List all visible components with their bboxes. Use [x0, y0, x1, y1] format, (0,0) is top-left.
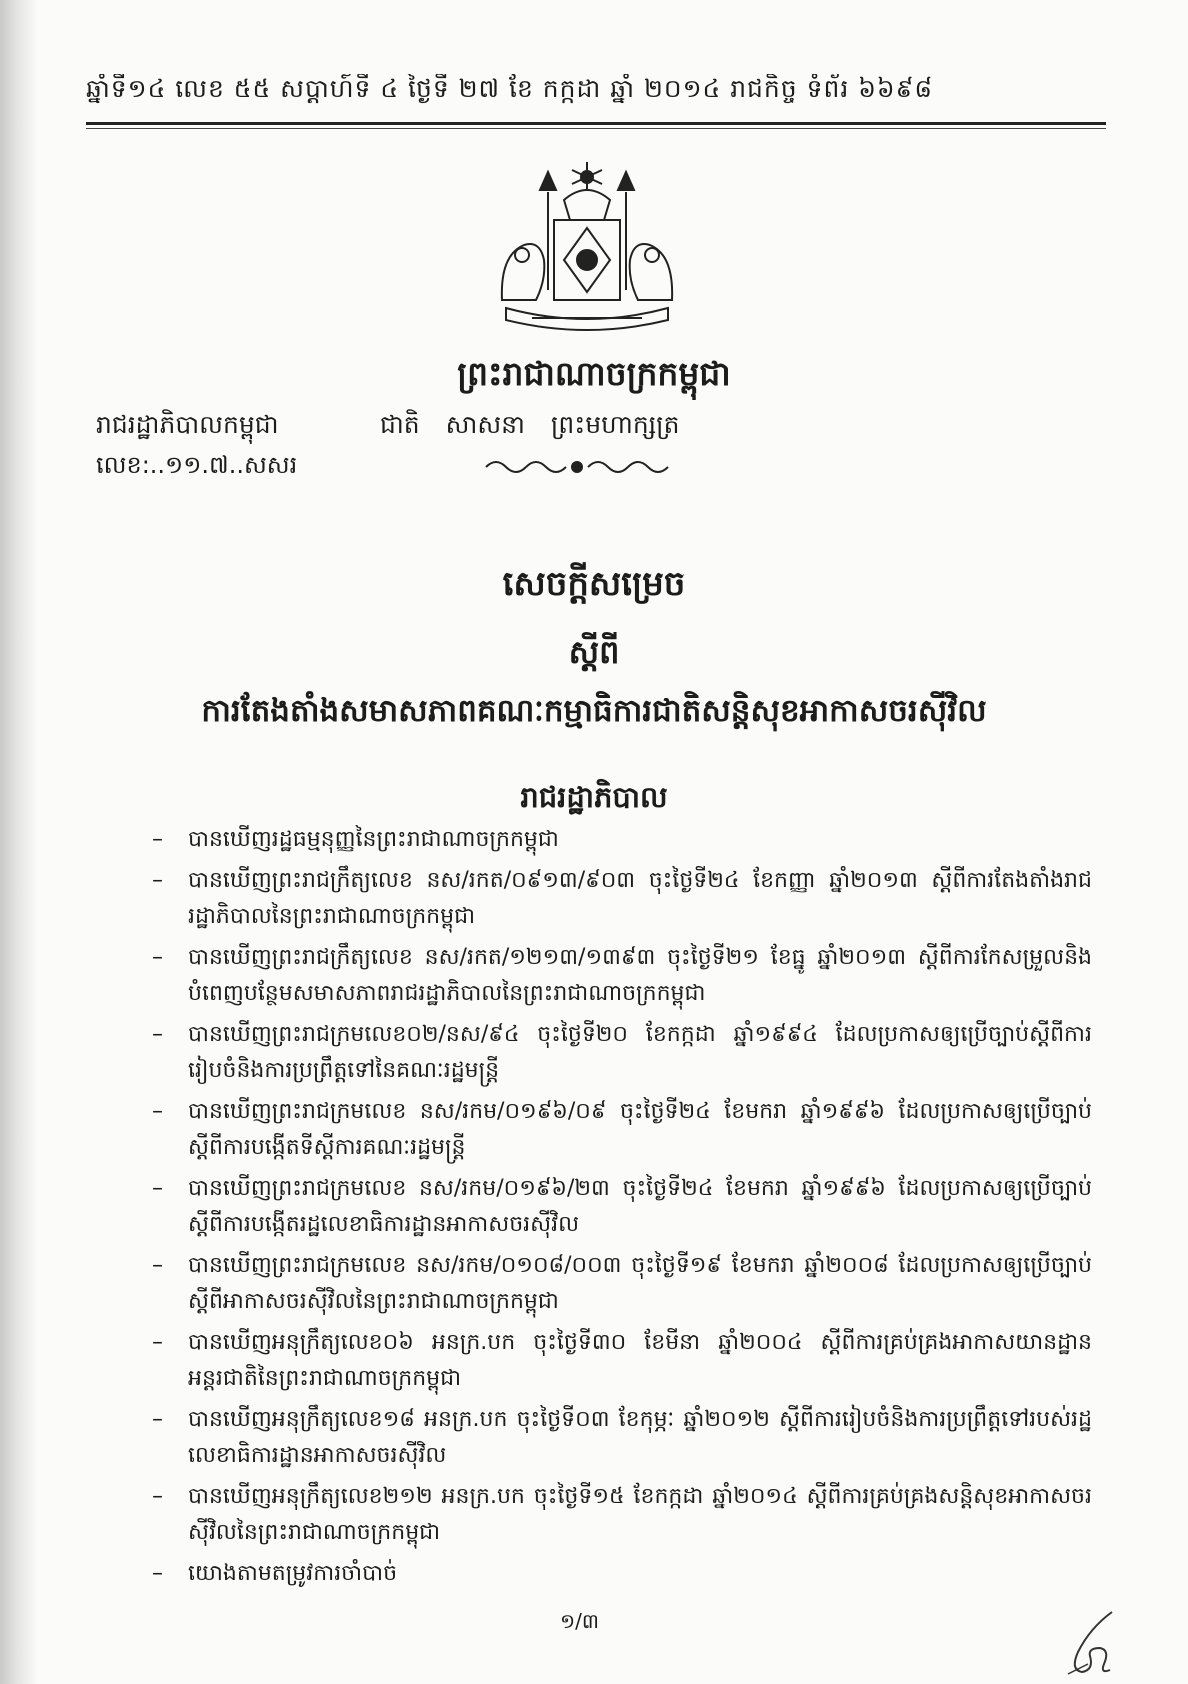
list-dash: –	[152, 1099, 163, 1124]
scan-edge-shadow	[0, 0, 38, 1684]
list-item	[152, 1325, 1092, 1397]
list-item	[152, 1248, 1092, 1320]
list-dash: –	[152, 827, 163, 852]
document-title: សេចក្តីសម្រេច	[502, 564, 686, 604]
list-item	[152, 822, 1092, 858]
list-dash: –	[152, 945, 163, 970]
initial-signature-icon	[1060, 1608, 1130, 1678]
list-item	[152, 863, 1092, 935]
kingdom-name: ព្រះរាជាណាចក្រកម្ពុជា	[457, 354, 731, 393]
section-heading-government: រាជរដ្ឋាភិបាល	[520, 780, 668, 814]
list-item-text: បានឃើញព្រះរាជក្រមលេខ នស/រកម/០១០៨/០០៣ ចុះថ្ងៃទី១៩ ខែមករា ឆ្នាំ២០០៨ ដែលប្រកាសឲ្យប្រើច្បាប់ស្តីពីអាកាសចរស៊ីវិលនៃព្រះរាជាណាចក្រកម្ពុជា	[188, 1253, 1092, 1314]
title-about: ស្តីពី	[568, 633, 620, 671]
list-item	[152, 940, 1092, 1012]
issuing-government: រាជរដ្ឋាភិបាលកម្ពុជា	[96, 410, 279, 439]
list-item-text: យោងតាមតម្រូវការចាំបាច់	[188, 1561, 398, 1586]
list-item-text: បានឃើញព្រះរាជក្រឹត្យលេខ នស/រកត/០៩១៣/៩០៣ ចុះថ្ងៃទី២៤ ខែកញ្ញា ឆ្នាំ២០១៣ ស្តីពីការតែងតាំងរាជរដ្ឋាភិបាលនៃព្រះរាជាណាចក្រកម្ពុជា	[188, 868, 1092, 929]
list-dash: –	[152, 1176, 163, 1201]
page-number: ១/៣	[560, 1609, 599, 1633]
list-item-text: បានឃើញអនុក្រឹត្យលេខ០៦ អនក្រ.បក ចុះថ្ងៃទី៣០ ខែមីនា ឆ្នាំ២០០៤ ស្តីពីការគ្រប់គ្រងអាកាសយានដ្ឋានអន្តរជាតិនៃព្រះរាជាណាចក្រកម្ពុជា	[188, 1330, 1092, 1391]
list-dash: –	[152, 1253, 163, 1278]
list-dash: –	[152, 868, 163, 893]
title-subject: ការតែងតាំងសមាសភាពគណៈកម្មាធិការជាតិសន្តិសុខអាកាសចរស៊ីវិល	[201, 693, 987, 729]
gazette-header: ឆ្នាំទី១៤ លេខ ៥៥ សប្តាហ៍ទី ៤ ថ្ងៃទី ២៧ ខែ កក្កដា ឆ្នាំ ២០១៤ រាជកិច្ច ទំព័រ ៦៦៩៨	[86, 74, 934, 103]
list-item-text: បានឃើញព្រះរាជក្រឹត្យលេខ នស/រកត/១២១៣/១៣៩៣ ចុះថ្ងៃទី២១ ខែធ្នូ ឆ្នាំ២០១៣ ស្តីពីការកែសម្រួលនិងបំពេញបន្ថែមសមាសភាពរាជរដ្ឋាភិបាលនៃព្រះរាជាណាចក្រកម្ពុជា	[188, 945, 1092, 1006]
reference-number: លេខ:..១១.៧..សសរ	[96, 451, 298, 479]
list-item	[152, 1556, 1092, 1592]
list-dash: –	[152, 1484, 163, 1509]
list-item-text: បានឃើញព្រះរាជក្រមលេខ០២/នស/៩៤ ចុះថ្ងៃទី២០ ខែកក្កដា ឆ្នាំ១៩៩៤ ដែលប្រកាសឲ្យប្រើច្បាប់ស្តីពីការរៀបចំនិងការប្រព្រឹត្តទៅនៃគណៈរដ្ឋមន្ត្រី	[188, 1022, 1092, 1083]
list-item-text: បានឃើញអនុក្រឹត្យលេខ២១២ អនក្រ.បក ចុះថ្ងៃទី១៥ ខែកក្កដា ឆ្នាំ២០១៤ ស្តីពីការគ្រប់គ្រងសន្តិសុខអាកាសចរស៊ីវិលនៃព្រះរាជាណាចក្រកម្ពុជា	[188, 1484, 1092, 1545]
list-item-text: បានឃើញព្រះរាជក្រមលេខ នស/រកម/០១៩៦/០៩ ចុះថ្ងៃទី២៤ ខែមករា ឆ្នាំ១៩៩៦ ដែលប្រកាសឲ្យប្រើច្បាប់ស្តីពីការបង្កើតទីស្តីការគណៈរដ្ឋមន្ត្រី	[188, 1099, 1092, 1160]
list-item	[152, 1479, 1092, 1551]
header-rule	[86, 122, 1106, 125]
royal-emblem-icon	[492, 160, 682, 335]
list-item-text: បានឃើញអនុក្រឹត្យលេខ១៨ អនក្រ.បក ចុះថ្ងៃទី០៣ ខែកុម្ភៈ ឆ្នាំ២០១២ ស្តីពីការរៀបចំនិងការប្រព្រឹត្តទៅរបស់រដ្ឋលេខាធិការដ្ឋានអាកាសចរស៊ីវិល	[188, 1407, 1092, 1468]
header-rule-thin	[86, 128, 1106, 129]
list-item	[152, 1402, 1092, 1474]
list-item	[152, 1171, 1092, 1243]
list-item-text: បានឃើញព្រះរាជក្រមលេខ នស/រកម/០១៩៦/២៣ ចុះថ្ងៃទី២៤ ខែមករា ឆ្នាំ១៩៩៦ ដែលប្រកាសឲ្យប្រើច្បាប់ស្តីពីការបង្កើតរដ្ឋលេខាធិការដ្ឋានអាកាសចរស៊ីវិល	[188, 1176, 1092, 1237]
list-dash: –	[152, 1561, 163, 1586]
ornament-divider-icon	[482, 455, 672, 479]
list-item	[152, 1094, 1092, 1166]
list-dash: –	[152, 1407, 163, 1432]
recital-list	[152, 822, 1092, 1597]
list-dash: –	[152, 1330, 163, 1355]
list-dash: –	[152, 1022, 163, 1047]
list-item-text: បានឃើញរដ្ឋធម្មនុញ្ញនៃព្រះរាជាណាចក្រកម្ពុជា	[188, 827, 559, 852]
national-motto: ជាតិ សាសនា ព្រះមហាក្សត្រ	[380, 410, 680, 439]
list-item	[152, 1017, 1092, 1089]
